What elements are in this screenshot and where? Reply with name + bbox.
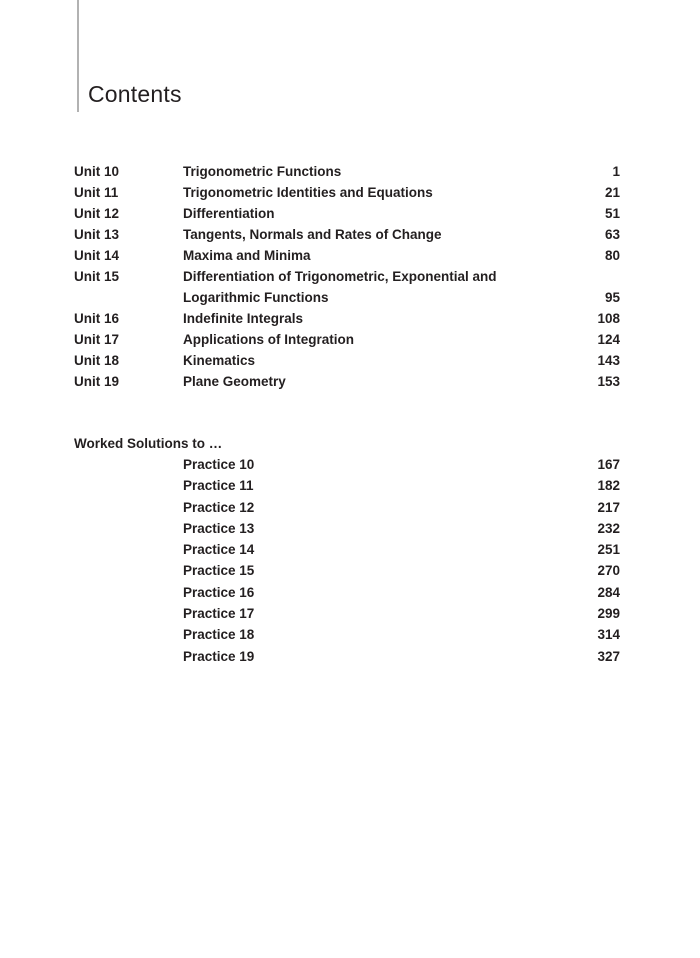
- toc-entry-practice-17[interactable]: [183, 603, 620, 624]
- toc-entry-unit-16[interactable]: [74, 308, 620, 329]
- practice-page-number: 182: [597, 478, 620, 494]
- toc-entry-practice-10[interactable]: [183, 454, 620, 475]
- toc-entry-practice-12[interactable]: [183, 497, 620, 518]
- practice-page-number: 217: [597, 499, 620, 515]
- unit-label: Unit 12: [74, 206, 120, 221]
- units-toc-list: [74, 161, 620, 392]
- unit-page-number: 80: [604, 248, 620, 263]
- unit-label: Unit 19: [74, 374, 120, 389]
- toc-entry-practice-13[interactable]: [183, 518, 620, 539]
- unit-page-number: 124: [597, 332, 620, 347]
- unit-label: Unit 14: [74, 248, 120, 263]
- unit-title: Trigonometric Functions: [183, 164, 342, 179]
- toc-entry-practice-18[interactable]: [183, 624, 620, 645]
- practice-label: Practice 13: [183, 520, 255, 536]
- practice-label: Practice 18: [183, 627, 255, 643]
- practice-page-number: 251: [597, 542, 620, 558]
- header-vertical-rule: [77, 0, 79, 112]
- toc-entry-practice-15[interactable]: [183, 560, 620, 581]
- toc-entry-unit-12[interactable]: [74, 203, 620, 224]
- toc-entry-unit-14[interactable]: [74, 245, 620, 266]
- practice-label: Practice 14: [183, 542, 255, 558]
- unit-label: Unit 18: [74, 353, 120, 368]
- unit-label: Unit 10: [74, 164, 120, 179]
- practice-label: Practice 16: [183, 584, 255, 600]
- unit-title: Indefinite Integrals: [183, 311, 304, 326]
- unit-label: Unit 17: [74, 332, 120, 347]
- practice-label: Practice 11: [183, 478, 254, 494]
- unit-label: Unit 15: [74, 269, 120, 284]
- toc-entry-practice-14[interactable]: [183, 539, 620, 560]
- toc-entry-unit-17[interactable]: [74, 329, 620, 350]
- toc-entry-unit-10[interactable]: [74, 161, 620, 182]
- toc-entry-unit-15[interactable]: [74, 266, 620, 308]
- unit-page-number: 1: [612, 164, 620, 179]
- unit-label: Unit 11: [74, 185, 119, 200]
- toc-entry-practice-19[interactable]: [183, 646, 620, 667]
- unit-title: Differentiation of Trigonometric, Exponential and Logarithmic Functions: [183, 269, 497, 305]
- practice-page-number: 270: [597, 563, 620, 579]
- toc-entry-practice-16[interactable]: [183, 582, 620, 603]
- unit-title: Plane Geometry: [183, 374, 286, 389]
- unit-page-number: 21: [604, 185, 620, 200]
- toc-entry-unit-18[interactable]: [74, 350, 620, 371]
- practice-label: Practice 10: [183, 457, 255, 472]
- unit-page-number: 143: [597, 353, 620, 368]
- practice-label: Practice 12: [183, 499, 255, 515]
- unit-page-number: 108: [597, 311, 620, 326]
- practice-label: Practice 19: [183, 648, 255, 664]
- toc-entry-unit-13[interactable]: [74, 224, 620, 245]
- unit-page-number: 63: [604, 227, 620, 242]
- unit-page-number: 95: [604, 290, 620, 305]
- worked-solutions-list: [183, 454, 620, 667]
- unit-page-number: 51: [604, 206, 620, 221]
- practice-label: Practice 15: [183, 563, 255, 579]
- unit-title: Maxima and Minima: [183, 248, 311, 263]
- practice-label: Practice 17: [183, 606, 255, 622]
- unit-title: Tangents, Normals and Rates of Change: [183, 227, 442, 242]
- unit-page-number: 153: [597, 374, 620, 389]
- unit-label: Unit 13: [74, 227, 120, 242]
- page-title: Contents: [88, 81, 182, 107]
- unit-title: Kinematics: [183, 353, 256, 368]
- toc-entry-unit-19[interactable]: [74, 371, 620, 392]
- practice-page-number: 167: [597, 457, 620, 472]
- toc-entry-practice-11[interactable]: [183, 475, 620, 496]
- unit-title: Trigonometric Identities and Equations: [183, 185, 433, 200]
- worked-solutions-heading: Worked Solutions to …: [74, 436, 223, 451]
- unit-title: Applications of Integration: [183, 332, 354, 347]
- toc-entry-unit-11[interactable]: [74, 182, 620, 203]
- practice-page-number: 327: [597, 648, 620, 664]
- practice-page-number: 284: [597, 584, 620, 600]
- unit-label: Unit 16: [74, 311, 120, 326]
- practice-page-number: 232: [597, 520, 620, 536]
- practice-page-number: 314: [597, 627, 620, 643]
- practice-page-number: 299: [597, 606, 620, 622]
- unit-title: Differentiation: [183, 206, 275, 221]
